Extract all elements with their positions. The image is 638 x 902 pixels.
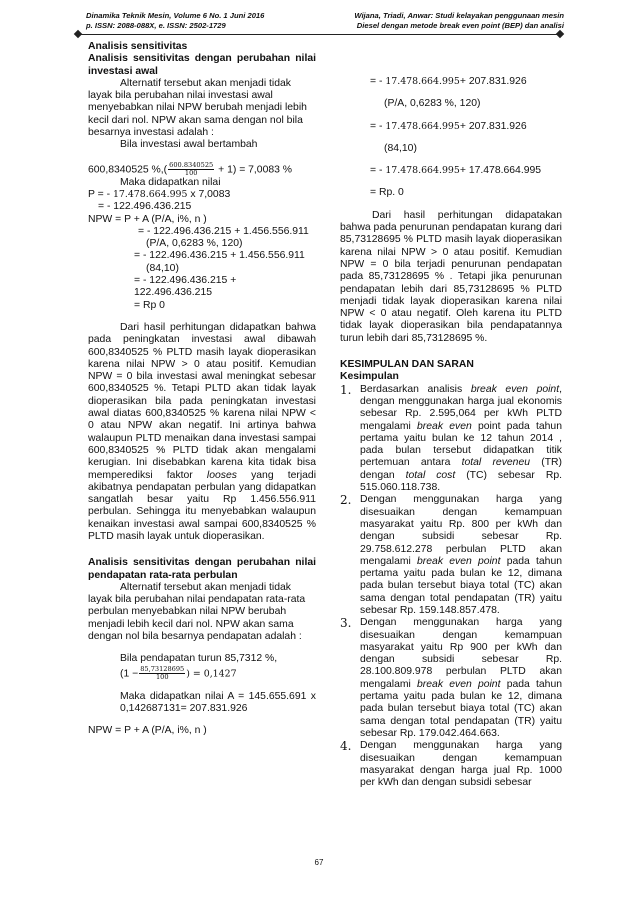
equation-value: 17.478.664.995	[385, 120, 460, 132]
right-column	[340, 76, 562, 789]
article-title-cont: Diesel dengan metode break even point (BEP) dan analisi	[356, 21, 564, 30]
equation-line	[340, 76, 562, 88]
journal-issn: p. ISSN: 2088-088X, e. ISSN: 2502-1729	[86, 21, 226, 30]
text-run: (TC) sebesar Rp. 515.060.118.738.	[360, 469, 562, 494]
text-italic: break even point	[470, 383, 560, 395]
list-number: 2.	[340, 493, 352, 508]
equation-part: + 207.831.926	[459, 76, 527, 87]
text-run: pada tahun pertama yaitu pada bulan ke 12, dimana pada bulan tersebut biaya total (TC) akan sama dengan total pendapatan (TR) yaitu sebesar Rp. 179.042.464.663.	[360, 678, 562, 739]
text-italic: total cost	[405, 469, 456, 481]
list-number: 4.	[340, 739, 352, 754]
equation-revenue-fraction	[88, 666, 316, 681]
subsection-heading-investment: Analisis sensitivitas dengan perubahan nilai investasi awal	[88, 53, 316, 77]
equation-part: P = -	[88, 188, 111, 200]
equation-line: (84,10)	[146, 262, 179, 274]
text-run: Dengan menggunakan harga yang disesuaikan dengan kemampuan masyarakat yaitu Rp. 800 per kWh dan dengan subsidi sebesar Rp. 29.758.612.278 perbulan PLTD akan mengalami	[360, 494, 562, 567]
list-item	[340, 494, 562, 617]
conclusion-list	[340, 384, 562, 790]
equation-value: 17.478.664.995	[385, 165, 460, 177]
list-item	[340, 617, 562, 740]
text-run: Dengan menggunakan harga yang disesuaikan dengan kemampuan masyarakat dengan harga jual Rp. 1000 per kWh dan dengan subsidi sebesar	[360, 740, 562, 789]
left-column	[88, 41, 316, 738]
equation-line: = - 122.496.436.215 + 1.456.556.911	[134, 250, 305, 262]
equation-part: 600,8340525 %,(	[88, 163, 168, 175]
equation-annuity: Maka didapatkan nilai A = 145.655.691 x 0,142687131= 207.831.926	[120, 690, 316, 714]
header-divider	[78, 34, 560, 35]
divider-diamond-left-icon	[74, 30, 82, 38]
equation-part: = -	[370, 120, 383, 132]
equation-line: Bila pendapatan turun 85,7312 %,	[120, 653, 278, 665]
equation-part: (1 −	[120, 667, 139, 679]
text-run: yang terjadi akibatnya pendapatan perbulan yang didapatkan sangatlah besar yaitu Rp 1.456.556.911 perbulan. Sehingga itu menyebabkan walaupun kenaikan investasi awal sampai 600,8340525 % PLTD masih layak untuk dioperasikan.	[88, 469, 317, 542]
paragraph-revenue-result: Dari hasil perhitungan didapatakan bahwa pada penurunan pendapatan kurang dari 85,73128695 % PLTD masih layak dioperasikan karena nilai NPW > 0 atau positif. Kemudian NPW = 0 bila terjadi penurunan pendapatan pada 85,73128695 % . Tetapi jika penurunan pendapatan lebih dari 85,73128695 % PLTD menjadi tidak layak dioperasikan karena nilai NPW < 0 atau negatif. Oleh karena itu PLTD tidak layak dioperasikan bila pendapatannya turun lebih dari 85,73128695 %.	[340, 209, 562, 344]
text-run: point pada tahun pertama yaitu bulan ke 12 tahun 2014 , pada bulan tersebut didapatkan titik pertemuan antara	[360, 420, 562, 469]
section-heading: Analisis sensitivitas	[88, 41, 188, 52]
list-item	[340, 740, 562, 789]
fraction	[168, 162, 214, 177]
equation-line: = Rp 0	[134, 299, 165, 311]
fraction	[139, 666, 185, 681]
running-header-right	[326, 11, 564, 31]
equation-line: = - 122.496.436.215	[98, 201, 192, 213]
equation-line	[340, 121, 562, 133]
equation-part: + 1) = 7,0083 %	[218, 163, 293, 175]
paragraph-condition: Bila investasi awal bertambah	[120, 139, 258, 151]
paragraph-revenue-intro: Alternatif tersebut akan menjadi tidak layak bila perubahan nilai pendapatan rata-rata perbulan menyebabkan nilai NPW berubah menjadi lebih kecil dari nol. NPW akan sama dengan nol bila besarnya pendapatan adalah :	[88, 581, 306, 643]
text-italic: looses	[206, 469, 237, 481]
equation-line: (P/A, 0,6283 %, 120)	[146, 238, 243, 250]
equation-line: (P/A, 0,6283 %, 120)	[384, 98, 481, 110]
subsection-heading-conclusion: Kesimpulan	[340, 371, 399, 383]
equation-line: = - 122.496.436.215 + 1.456.556.911	[138, 225, 309, 237]
fraction-denominator: 100	[184, 168, 198, 177]
text-italic: total reveneu	[461, 457, 531, 469]
equation-line	[340, 165, 562, 177]
text-run: (TR) dengan	[360, 457, 563, 481]
fraction-numerator: 600.8340525	[169, 160, 214, 169]
text-run: Berdasarkan analisis	[360, 383, 463, 395]
section-heading-conclusion: KESIMPULAN DAN SARAN	[340, 359, 474, 371]
divider-diamond-right-icon	[556, 30, 564, 38]
equation-npw: NPW = P + A (P/A, i%, n )	[88, 213, 207, 225]
equation-part: x 7,0083	[190, 188, 231, 200]
text-italic: break even point	[417, 678, 501, 690]
running-header-left	[86, 11, 264, 31]
article-authors-title: Wijana, Triadi, Anwar: Studi kelayakan penggunaan mesin	[354, 11, 564, 20]
equation-line: (84,10)	[384, 142, 417, 154]
equation-value: 17.478.664.995	[385, 76, 460, 87]
equation-rate	[88, 162, 316, 177]
equation-value: 17.478.664.995	[112, 188, 188, 200]
text-run: , dengan menggunakan harga jual ekonomis sebesar Rp. 2.595,064 per kWh PLTD mengalami	[360, 383, 562, 432]
text-run: Dengan menggunakan harga yang disesuaikan dengan kemampuan masyarakat yaitu Rp 900 per kWh dan dengan subsidi sebesar Rp. 28.100.809.978 perbulan PLTD akan mengalami	[360, 617, 562, 690]
equation-line: = - 122.496.436.215 + 122.496.436.215	[134, 275, 237, 299]
equation-p	[88, 189, 316, 201]
equation-npw-2: NPW = P + A (P/A, i%, n )	[88, 725, 207, 737]
equation-part: = -	[370, 165, 383, 177]
page-number: 67	[314, 858, 324, 867]
equation-part: ) = 0,1427	[186, 667, 237, 679]
paragraph-investment-result	[88, 322, 316, 543]
journal-citation: Dinamika Teknik Mesin, Volume 6 No. 1 Juni 2016	[86, 11, 265, 20]
equation-part: = -	[370, 76, 383, 87]
fraction-denominator: 100	[155, 672, 169, 681]
list-number: 3.	[340, 616, 352, 631]
equation-line: = Rp. 0	[370, 187, 404, 199]
equation-part: + 207.831.926	[459, 120, 527, 132]
text-run: Dari hasil perhitungan didapatkan bahwa pada peningkatan investasi awal dibawah 600,8340525 % PLTD masih layak dioperasikan karena nilai NPW > 0 atau positif. Kemudian NPW = 0 bila investasi awal meningkat sebesar 600,8340525 %. Tetapi PLTD akan tidak layak dioperasikan bila pada peningkatan investasi awal diatas 600,8340525 % karena nilai NPW < 0 atau NPW akan negatif. Ini artinya bahwa walaupun PLTD menaikan dana investasi sampai 600,8340525 % PLTD tidak akan mengalami kerugian. Ini disebabkan karena kita tidak bisa memperediksi faktor	[88, 321, 316, 481]
subsection-heading-revenue: Analisis sensitivitas dengan perubahan nilai pendapatan rata-rata perbulan	[88, 557, 316, 581]
text-run: pada tahun pertama yaitu pada bulan ke 12, dimana pada bulan tersebut biaya total (TC) akan sama dengan total pendapatan (TR) yaitu sebesar Rp. 159.148.857.478.	[360, 555, 562, 616]
text-italic: break even	[417, 420, 472, 432]
fraction-numerator: 85,73128695	[140, 664, 185, 673]
list-item	[340, 384, 562, 495]
paragraph-intro: Alternatif tersebut akan menjadi tidak layak bila perubahan nilai investasi awal menyebabkan nilai NPW berubah menjadi lebih kecil dari nol. NPW akan sama dengan nol bila besarnya investasi adalah :	[88, 77, 307, 139]
equation-part: + 17.478.664.995	[459, 165, 542, 177]
equation-text: Maka didapatkan nilai	[120, 176, 221, 188]
text-italic: break even point	[417, 555, 501, 567]
list-number: 1.	[340, 382, 352, 397]
